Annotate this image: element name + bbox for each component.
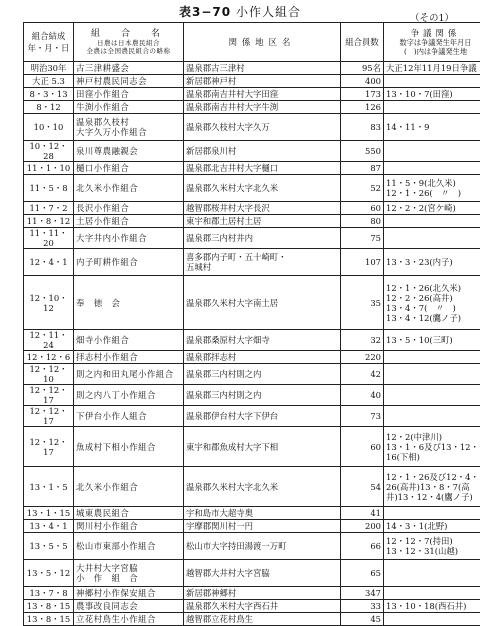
cell-members: 33 xyxy=(341,600,384,613)
cell-members: 60 xyxy=(341,202,384,215)
cell-union-name: 牛渕小作組合 xyxy=(74,101,184,114)
cell-union-name: 農事改良同志会 xyxy=(74,600,184,613)
cell-members: 66 xyxy=(341,533,384,560)
table-row xyxy=(24,202,480,215)
header-dispute-label: 争議関係 xyxy=(386,28,480,38)
cell-members: 42 xyxy=(341,364,384,385)
cell-dispute xyxy=(384,613,480,626)
cell-union-name: 魚成村下相小作組合 xyxy=(74,427,184,467)
cell-members: 200 xyxy=(341,520,384,533)
cell-area: 東宇和郡土居村土居 xyxy=(184,215,341,228)
cell-area: 東宇和郡魚成村大字下相 xyxy=(184,427,341,467)
cell-dispute xyxy=(384,385,480,406)
cell-dispute xyxy=(384,560,480,587)
table-body xyxy=(24,62,480,626)
cell-date: 12・12・6 xyxy=(24,351,74,364)
cell-union-name: 北久米小作組合 xyxy=(74,467,184,507)
cell-union-name: 則之内和田丸尾小作組合 xyxy=(74,364,184,385)
table-row xyxy=(24,520,480,533)
table-row xyxy=(24,75,480,88)
cell-area: 温泉郡三内村則之内 xyxy=(184,385,341,406)
header-name xyxy=(74,23,184,62)
table-row xyxy=(24,600,480,613)
cell-area: 温泉郡久米村大字北久米 xyxy=(184,467,341,507)
table-row xyxy=(24,533,480,560)
table-row xyxy=(24,330,480,351)
cell-area: 松山市大字持田湯渡一万町 xyxy=(184,533,341,560)
cell-area: 越智郡立花村鳥生 xyxy=(184,613,341,626)
table-row xyxy=(24,249,480,276)
cell-members: 95名 xyxy=(341,62,384,75)
cell-union-name: 樋口小作組合 xyxy=(74,162,184,175)
table-row xyxy=(24,88,480,101)
cell-date: 12・12・17 xyxy=(24,406,74,427)
cell-dispute: 12・2・2(宮ケ崎) xyxy=(384,202,480,215)
header-dispute-note: 数字は争議発生年月日 ( )内は争議発生地 xyxy=(386,38,480,56)
cell-date: 13・8・15 xyxy=(24,600,74,613)
cell-members: 45 xyxy=(341,613,384,626)
cell-area: 温泉郡伊台村大字下伊台 xyxy=(184,406,341,427)
cell-area: 温泉郡南吉井村大字牛渕 xyxy=(184,101,341,114)
table-row xyxy=(24,276,480,330)
cell-union-name: 奉 徳 会 xyxy=(74,276,184,330)
table-row xyxy=(24,467,480,507)
table-title-text: 小作人組合 xyxy=(236,5,301,19)
cell-dispute: 14・3・1(北野) xyxy=(384,520,480,533)
header-name-label: 組 合 名 xyxy=(76,29,181,39)
cell-union-name: 大井村大字宮脇 小 作 組 合 xyxy=(74,560,184,587)
table-row xyxy=(24,114,480,141)
cell-date: 13・1・5 xyxy=(24,467,74,507)
cell-union-name: 松山市東部小作組合 xyxy=(74,533,184,560)
cell-members: 75 xyxy=(341,228,384,249)
cell-date: 12・12・17 xyxy=(24,427,74,467)
union-table xyxy=(23,22,480,626)
cell-date: 明治30年 xyxy=(24,62,74,75)
cell-area: 新居郡神戸村 xyxy=(184,75,341,88)
cell-members: 60 xyxy=(341,427,384,467)
cell-members: 54 xyxy=(341,467,384,507)
cell-members: 400 xyxy=(341,75,384,88)
cell-dispute: 13・10・7(田窪) xyxy=(384,88,480,101)
cell-members: 41 xyxy=(341,507,384,520)
cell-members: 87 xyxy=(341,162,384,175)
cell-area: 喜多郡内子町・五十崎町・ 五城村 xyxy=(184,249,341,276)
cell-date: 11・11・20 xyxy=(24,228,74,249)
cell-dispute: 13・3・23(内子) xyxy=(384,249,480,276)
cell-union-name: 古三津耕盛会 xyxy=(74,62,184,75)
header-members xyxy=(341,23,384,62)
cell-union-name: 城東農民組合 xyxy=(74,507,184,520)
cell-area: 温泉郡南吉井村大字田窪 xyxy=(184,88,341,101)
header-date-label: 組合結成 年・月・日 xyxy=(26,30,71,54)
cell-area: 温泉郡三内村則之内 xyxy=(184,364,341,385)
table-header xyxy=(24,23,480,62)
cell-union-name: 関川村小作組合 xyxy=(74,520,184,533)
table-row xyxy=(24,162,480,175)
cell-union-name: 神戸村農民同志会 xyxy=(74,75,184,88)
cell-union-name: 神郷村小作保安組合 xyxy=(74,587,184,600)
cell-union-name: 土居小作組合 xyxy=(74,215,184,228)
cell-dispute: 11・5・9(北久米) 12・1・26( 〃 ) xyxy=(384,175,480,202)
cell-date: 12・10・12 xyxy=(24,276,74,330)
cell-date: 12・12・17 xyxy=(24,385,74,406)
cell-dispute: 13・10・18(西石井) xyxy=(384,600,480,613)
cell-dispute xyxy=(384,162,480,175)
cell-date: 11・5・8 xyxy=(24,175,74,202)
cell-date: 10・12・28 xyxy=(24,141,74,162)
cell-dispute xyxy=(384,587,480,600)
cell-dispute xyxy=(384,364,480,385)
table-row xyxy=(24,385,480,406)
cell-area: 温泉郡三内村井内 xyxy=(184,228,341,249)
cell-members: 550 xyxy=(341,141,384,162)
table-row xyxy=(24,62,480,75)
cell-union-name: 下伊台小作人組合 xyxy=(74,406,184,427)
cell-dispute: 14・11・9 xyxy=(384,114,480,141)
cell-union-name: 則之内八丁小作組合 xyxy=(74,385,184,406)
cell-date: 13・1・15 xyxy=(24,507,74,520)
cell-area: 越智郡桜井村大字長沢 xyxy=(184,202,341,215)
cell-members: 65 xyxy=(341,560,384,587)
cell-dispute xyxy=(384,351,480,364)
table-row xyxy=(24,351,480,364)
cell-date: 12・12・10 xyxy=(24,364,74,385)
cell-area: 温泉郡桑原村大字畑寺 xyxy=(184,330,341,351)
cell-dispute: 12・2(中津川) 13・1・6及び13・12・ 16(下相) xyxy=(384,427,480,467)
cell-dispute: 13・5・10(三町) xyxy=(384,330,480,351)
cell-area: 温泉郡久枝村大字久万 xyxy=(184,114,341,141)
cell-union-name: 田窪小作組合 xyxy=(74,88,184,101)
cell-date: 12・11・24 xyxy=(24,330,74,351)
cell-union-name: 立花村鳥生小作組合 xyxy=(74,613,184,626)
cell-date: 13・5・5 xyxy=(24,533,74,560)
cell-members: 220 xyxy=(341,351,384,364)
cell-union-name: 長沢小作組合 xyxy=(74,202,184,215)
cell-dispute xyxy=(384,141,480,162)
cell-area: 宇和島市大超寺奥 xyxy=(184,507,341,520)
cell-dispute: 12・12・7(持田) 13・12・31(山越) xyxy=(384,533,480,560)
cell-date: 10・10 xyxy=(24,114,74,141)
cell-area: 温泉郡久米村大字南土居 xyxy=(184,276,341,330)
header-area xyxy=(184,23,341,62)
header-date xyxy=(24,23,74,62)
cell-area: 温泉郡久米村大字北久米 xyxy=(184,175,341,202)
cell-date: 13・8・15 xyxy=(24,613,74,626)
cell-union-name: 内子町耕作組合 xyxy=(74,249,184,276)
cell-date: 11・1・10 xyxy=(24,162,74,175)
cell-union-name: 大字井内小作組合 xyxy=(74,228,184,249)
cell-date: 12・4・1 xyxy=(24,249,74,276)
cell-members: 126 xyxy=(341,101,384,114)
table-number: 表3−70 xyxy=(179,5,231,19)
table-row xyxy=(24,101,480,114)
cell-dispute xyxy=(384,75,480,88)
cell-members: 83 xyxy=(341,114,384,141)
cell-dispute xyxy=(384,406,480,427)
cell-area: 温泉郡北吉井村大字樋口 xyxy=(184,162,341,175)
cell-area: 温泉郡久米村大字西石井 xyxy=(184,600,341,613)
cell-date: 13・4・1 xyxy=(24,520,74,533)
table-row xyxy=(24,141,480,162)
cell-area: 温泉郡古三津村 xyxy=(184,62,341,75)
cell-dispute xyxy=(384,507,480,520)
table-row xyxy=(24,613,480,626)
cell-members: 80 xyxy=(341,215,384,228)
cell-date: 13・7・8 xyxy=(24,587,74,600)
cell-area: 宇摩郡関川村一円 xyxy=(184,520,341,533)
table-row xyxy=(24,406,480,427)
cell-dispute xyxy=(384,101,480,114)
cell-union-name: 泉川尊農融親会 xyxy=(74,141,184,162)
cell-members: 173 xyxy=(341,88,384,101)
table-row xyxy=(24,427,480,467)
table-row xyxy=(24,560,480,587)
header-area-label: 関係地区名 xyxy=(229,37,296,47)
header-members-label: 組合員数 xyxy=(345,37,379,47)
table-row xyxy=(24,215,480,228)
cell-area: 越智郡大井村大字宮脇 xyxy=(184,560,341,587)
cell-members: 35 xyxy=(341,276,384,330)
header-name-note: 日農は日本農民組合 全農は全国農民組合の略称 xyxy=(76,39,181,55)
cell-dispute: 大正12年11月19日争議 xyxy=(384,62,480,75)
header-dispute xyxy=(384,23,480,62)
cell-members: 347 xyxy=(341,587,384,600)
cell-area: 新居郡泉川村 xyxy=(184,141,341,162)
cell-date: 11・7・2 xyxy=(24,202,74,215)
table-title xyxy=(0,3,480,20)
cell-dispute xyxy=(384,228,480,249)
cell-members: 32 xyxy=(341,330,384,351)
cell-members: 73 xyxy=(341,406,384,427)
table-row xyxy=(24,507,480,520)
table-row xyxy=(24,175,480,202)
cell-union-name: 畑寺小作組合 xyxy=(74,330,184,351)
cell-area: 新居郡神郷村 xyxy=(184,587,341,600)
cell-union-name: 温泉郡久枝村 大字久万小作組合 xyxy=(74,114,184,141)
header-row xyxy=(24,23,480,62)
cell-union-name: 拝志村小作組合 xyxy=(74,351,184,364)
cell-union-name: 北久米小作組合 xyxy=(74,175,184,202)
table-row xyxy=(24,587,480,600)
part-label: （その1） xyxy=(410,10,454,24)
cell-dispute xyxy=(384,215,480,228)
cell-members: 40 xyxy=(341,385,384,406)
cell-dispute: 12・1・26(北久米) 12・2・26(高井) 13・4・7( 〃 ) 13・4・12(鷹ノ子) xyxy=(384,276,480,330)
cell-area: 温泉郡拝志村 xyxy=(184,351,341,364)
cell-date: 8・12 xyxy=(24,101,74,114)
cell-date: 11・8・12 xyxy=(24,215,74,228)
cell-members: 52 xyxy=(341,175,384,202)
cell-date: 8・3・13 xyxy=(24,88,74,101)
table-row xyxy=(24,364,480,385)
cell-members: 107 xyxy=(341,249,384,276)
table-row xyxy=(24,228,480,249)
cell-date: 13・5・12 xyxy=(24,560,74,587)
cell-dispute: 12・1・26及び12・4・ 26(高井)13・8・7(高 井)13・12・4(鷹ノ子) xyxy=(384,467,480,507)
cell-date: 大正 5.3 xyxy=(24,75,74,88)
